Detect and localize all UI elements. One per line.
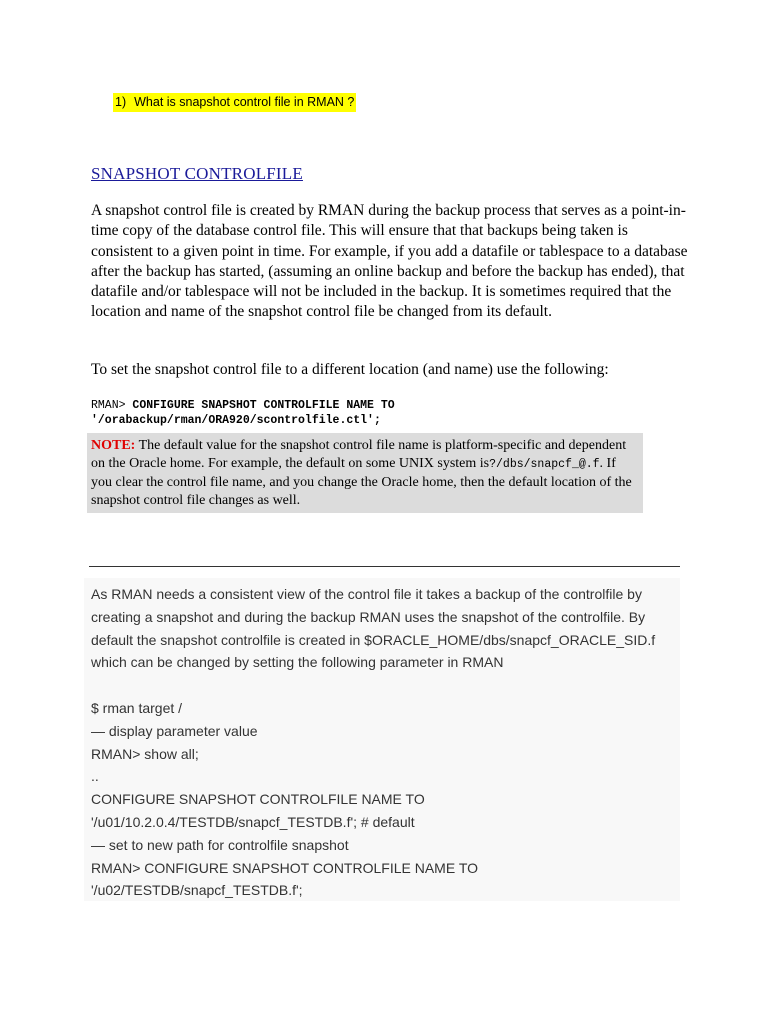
blog-code-line: RMAN> show all;	[91, 745, 199, 762]
section-heading: SNAPSHOT CONTROLFILE	[91, 164, 303, 183]
code-path: '/orabackup/rman/ORA920/scontrolfile.ctl';	[91, 414, 381, 427]
note-label: NOTE:	[91, 438, 136, 453]
blog-code-line: RMAN> CONFIGURE SNAPSHOT CONTROLFILE NAME TO	[91, 859, 479, 876]
note-box	[87, 433, 643, 513]
note-text-before: The default value for the snapshot control file name is platform-specific and dependent on the Oracle home. For example, the default on some UNIX system is	[91, 438, 627, 471]
highlighted-question	[113, 93, 356, 112]
blog-paragraph-line: default the snapshot controlfile is created in $ORACLE_HOME/dbs/snapcf_ORACLE_SID.f	[91, 631, 656, 648]
horizontal-divider	[89, 566, 680, 567]
blog-code-line: '/u02/TESTDB/snapcf_TESTDB.f';	[91, 882, 303, 899]
blog-code-line: ..	[91, 768, 99, 785]
blog-paragraph-line: As RMAN needs a consistent view of the control file it takes a backup of the controlfile by	[91, 586, 642, 602]
blog-code-line: — set to new path for controlfile snapshot	[91, 836, 349, 853]
blog-excerpt	[91, 583, 681, 902]
blog-code-line: '/u01/10.2.0.4/TESTDB/snapcf_TESTDB.f'; # default	[91, 813, 415, 830]
blog-paragraph-line: creating a snapshot and during the backup RMAN uses the snapshot of the controlfile. By	[91, 608, 646, 625]
blog-paragraph-line: which can be changed by setting the following parameter in RMAN	[91, 654, 504, 671]
blog-code-line: $ rman target /	[91, 699, 183, 716]
code-prompt: RMAN>	[91, 399, 126, 412]
note-text-after: . If you clear the control file name, and you change the Oracle home, then the default location of the snapshot control file changes as well.	[91, 456, 632, 508]
blog-code-line: — display parameter value	[91, 722, 258, 739]
set-location-paragraph: To set the snapshot control file to a different location (and name) use the following:	[91, 361, 609, 378]
rman-code-example	[91, 398, 395, 428]
blog-code-line: CONFIGURE SNAPSHOT CONTROLFILE NAME TO	[91, 791, 425, 808]
question-number: 1)	[115, 95, 127, 109]
note-default-path: ?/dbs/snapcf_@.f	[489, 458, 600, 471]
intro-paragraph: A snapshot control file is created by RMAN during the backup process that serves as a point-in-time copy of the database control file. This will ensure that that backups being taken is consistent to a given point in time. For example, if you add a datafile or tablespace to a database after the backup has started, (assuming an online backup and before the backup has ended), that datafile and/or tablespace will not be included in the backup. It is sometimes required that the location and name of the snapshot control file be changed from its default.	[91, 202, 688, 321]
code-command: CONFIGURE SNAPSHOT CONTROLFILE NAME TO	[132, 399, 395, 412]
blog-blank-line	[91, 674, 681, 697]
question-text: What is snapshot control file in RMAN ?	[134, 95, 355, 109]
